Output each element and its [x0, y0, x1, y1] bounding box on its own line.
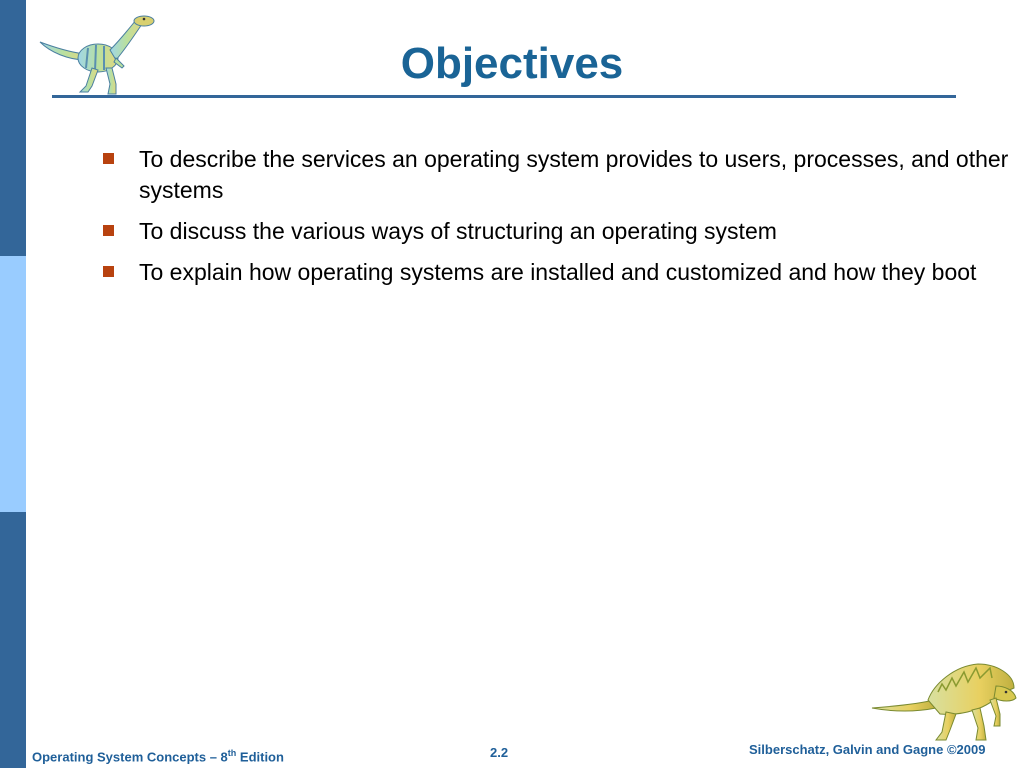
footer-book-title [32, 744, 284, 766]
footer-edition-superscript: th [227, 748, 237, 758]
list-item-text: To describe the services an operating system provides to users, processes, and other systems [139, 146, 1009, 203]
footer-book-title-prefix: Operating System Concepts – 8 [32, 749, 228, 765]
square-bullet-icon [103, 225, 114, 236]
square-bullet-icon [103, 153, 114, 164]
list-item-text: To explain how operating systems are installed and customized and how they boot [139, 259, 977, 285]
list-item [100, 144, 1010, 206]
objectives-list [100, 144, 1010, 298]
footer-page-number: 2.2 [490, 745, 509, 760]
square-bullet-icon [103, 266, 114, 277]
left-band-bottom [0, 512, 26, 768]
dinosaur-icon [868, 656, 1018, 742]
left-band-top [0, 0, 26, 256]
list-item [100, 257, 1010, 288]
footer-edition-suffix: Edition [236, 749, 284, 765]
list-item [100, 216, 1010, 247]
left-band-middle [0, 256, 26, 512]
list-item-text: To discuss the various ways of structuring an operating system [139, 218, 777, 244]
footer-copyright: Silberschatz, Galvin and Gagne ©2009 [749, 742, 986, 757]
title-divider [52, 95, 956, 98]
dinosaur-icon [36, 8, 158, 96]
slide-title: Objectives [400, 39, 624, 88]
